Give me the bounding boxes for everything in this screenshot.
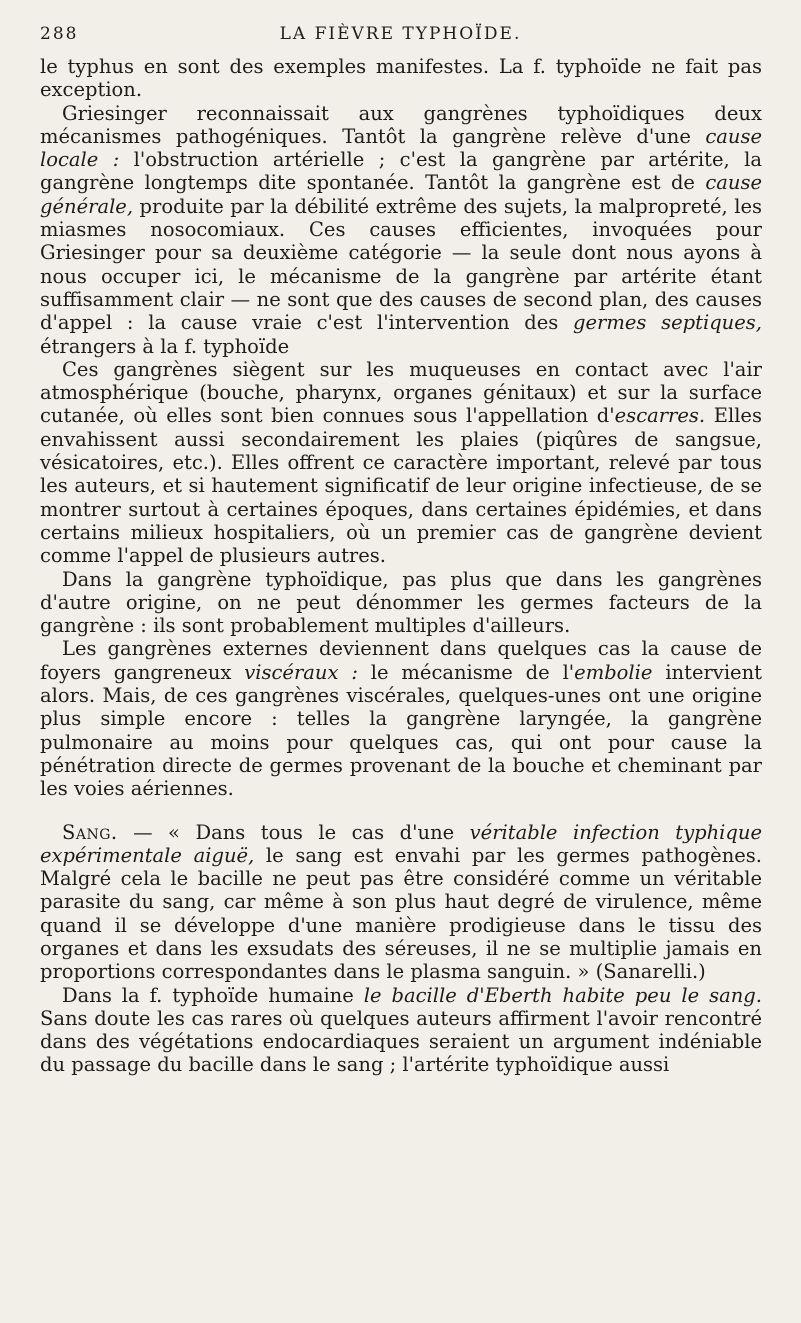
text-run: intervient alors. Mais, de ces gangrènes viscérales, quelques-unes ont une origine plus simple encore : telles la gangrène laryngée, la gangrène pulmonaire au moins pour quelques cas, qui ont pour cause la pénétration directe de germes provenant de la bouche et cheminant par les voies aériennes. — [40, 660, 762, 801]
text-run: le typhus en sont des exemples manifestes. La f. typhoïde ne fait pas exception. — [40, 55, 762, 102]
section-heading: Sang. — [62, 820, 118, 844]
paragraph — [40, 55, 762, 102]
text-run: produite par la débilité extrême des sujets, la malpropreté, les miasmes nosocomiaux. Ces causes efficientes, invoquées pour Griesinger pour sa deuxième catégorie — la seule dont nous ayons à nous occuper ici, le mécanisme de la gangrène par artérite étant suffisamment clair — ne sont que des causes de second plan, des causes d'appel : la cause vraie c'est l'intervention des — [40, 194, 762, 335]
italic-text: cause locale : — [40, 124, 762, 172]
text-run: l'obstruction artérielle ; c'est la gangrène par artérite, la gangrène longtemps dite spontanée. Tantôt la gangrène est de — [40, 148, 762, 195]
paragraph — [40, 637, 762, 800]
italic-text: viscéraux : — [244, 660, 358, 684]
text-run: Elles envahissent aussi secondairement les plaies (piqûres de sangsue, vésicatoires, etc.). Elles offrent ce caractère important, relevé par tous les auteurs, et si hautement significatif de leur origine infectieuse, de se montrer surtout à certaines époques, dans certaines épidémies, et dans certains milieux hospitaliers, où un premier cas de gangrène devient comme l'appel de plusieurs autres. — [40, 404, 762, 568]
page-number: 288 — [40, 24, 79, 44]
text-run: — « Dans tous le cas d'une — [117, 820, 470, 844]
italic-text: germes septiques, — [573, 311, 762, 335]
text-run: Sans doute les cas rares où quelques auteurs affirment l'avoir rencontré dans des végétations endocardiaques seraient un argument indéniable du passage du bacille dans le sang ; l'artérite typhoïdique aussi — [40, 1006, 762, 1077]
paragraph — [40, 102, 762, 358]
body-text — [40, 55, 762, 1077]
italic-text: le bacille d'Eberth habite peu le sang. — [363, 983, 762, 1007]
italic-text: escarres. — [614, 404, 706, 428]
paragraph — [40, 568, 762, 638]
text-run: étrangers à la f. typhoïde — [40, 334, 290, 358]
text-run: Ces gangrènes siègent sur les muqueuses en contact avec l'air atmosphérique (bouche, pharynx, organes génitaux) et sur la surface cutanée, où elles sont bien connues sous l'appellation d' — [40, 357, 762, 428]
italic-text: cause générale, — [40, 171, 762, 218]
paragraph — [40, 821, 762, 984]
paragraph — [40, 984, 762, 1077]
text-run: Griesinger reconnaissait aux gangrènes typhoïdiques deux mécanismes pathogéniques. Tantôt la gangrène relève d'une — [40, 101, 762, 148]
text-run: le mécanisme de l' — [357, 660, 575, 684]
italic-text: embolie — [574, 660, 653, 684]
page-header — [40, 20, 761, 50]
text-run: Dans la f. typhoïde humaine — [62, 983, 364, 1007]
text-run: Dans la gangrène typhoïdique, pas plus que dans les gangrènes d'autre origine, on ne peut dénommer les germes facteurs de la gangrène : ils sont probablement multiples d'ailleurs. — [40, 567, 762, 638]
text-run: Les gangrènes externes deviennent dans quelques cas la cause de foyers gangreneux — [40, 637, 762, 684]
running-title: LA FIÈVRE TYPHOÏDE. — [279, 24, 522, 44]
paragraph — [40, 358, 762, 568]
italic-text: véritable infection typhique expérimentale aiguë, — [40, 820, 762, 867]
text-run: le sang est envahi par les germes pathogènes. Malgré cela le bacille ne peut pas être considéré comme un véritable parasite du sang, car même à son plus haut degré de virulence, même quand il se développe d'une manière prodigieuse dans le tissu des organes et dans les exsudats des séreuses, il ne se multiplie jamais en proportions correspondantes dans le plasma sanguin. » (Sanarelli.) — [40, 843, 762, 984]
